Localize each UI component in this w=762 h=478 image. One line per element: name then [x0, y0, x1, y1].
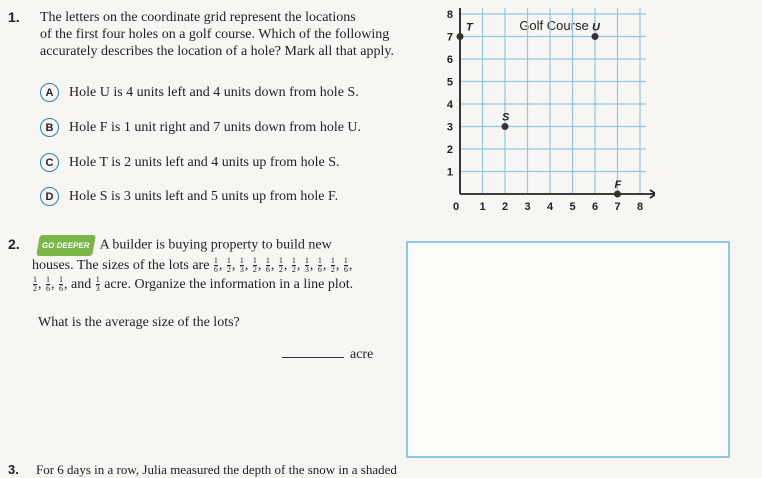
y-tick-label: 6 [446, 54, 453, 66]
line-plot-answer-box[interactable] [406, 241, 730, 458]
option-a-text: Hole U is 4 units left and 4 units down from hole S. [69, 84, 359, 100]
comma-separator: , [335, 258, 343, 273]
line2-fraction: $\frac{1}{3}$ [304, 256, 309, 275]
question-1-line-1: The letters on the coordinate grid represent the locations [40, 10, 356, 25]
y-tick-label: 8 [446, 9, 453, 21]
question-2-line-2-prefix: houses. The sizes of the lots are [32, 258, 210, 273]
comma-separator: , [231, 258, 239, 273]
y-tick-label: 1 [446, 166, 453, 179]
question-2-number: 2. [8, 236, 20, 252]
comma-separator: , [257, 258, 265, 273]
option-c-circle[interactable]: C [40, 153, 59, 172]
answer-unit: acre [350, 347, 374, 362]
line3-fraction: $\frac{1}{2}$ [33, 275, 37, 294]
option-c-text: Hole T is 2 units left and 4 units up from hole S. [69, 154, 340, 170]
line2-fraction: $\frac{1}{6}$ [265, 256, 270, 275]
x-axis [460, 190, 655, 198]
x-tick-label: 4 [546, 201, 554, 213]
question-3-number: 3. [8, 462, 19, 477]
line2-fraction: $\frac{1}{2}$ [278, 256, 283, 275]
comma-separator: , [218, 258, 226, 273]
question-2-text [32, 235, 408, 294]
question-1-line-2: of the first four holes on a golf course. Which of the following [40, 27, 390, 42]
y-tick-label: 2 [446, 144, 453, 156]
x-tick-label: 2 [501, 201, 509, 213]
question-2-and: and [71, 277, 92, 292]
point-label-t: T [466, 21, 473, 34]
x-tick-label: 5 [569, 201, 576, 213]
comma-separator: , [348, 258, 353, 273]
line2-fraction: $\frac{1}{2}$ [226, 256, 231, 275]
comma-separator: , [64, 277, 71, 292]
average-question: What is the average size of the lots? [38, 315, 240, 330]
comma-separator: , [51, 277, 58, 292]
comma-separator: , [283, 258, 291, 273]
y-tick-label: 7 [446, 31, 453, 44]
line2-fraction: $\frac{1}{3}$ [239, 256, 244, 275]
point-u [592, 33, 599, 40]
option-a-circle[interactable]: A [40, 83, 59, 102]
point-t [457, 33, 464, 40]
option-b-circle[interactable]: B [40, 118, 59, 137]
point-label-f: F [614, 179, 622, 191]
line2-fraction: $\frac{1}{2}$ [252, 256, 257, 275]
line2-fraction: $\frac{1}{6}$ [213, 256, 218, 275]
go-deeper-badge: GO DEEPER [36, 235, 95, 256]
question-2-line-1 [38, 235, 408, 256]
question-3-text: For 6 days in a row, Julia measured the depth of the snow in a shaded [36, 462, 397, 477]
option-b[interactable] [40, 118, 361, 137]
question-2-line-3 [32, 275, 408, 294]
option-a[interactable] [40, 83, 359, 102]
line2-fraction: $\frac{1}{6}$ [317, 256, 322, 275]
answer-blank[interactable] [282, 357, 344, 358]
x-tick-label: 7 [614, 201, 621, 213]
option-d[interactable] [40, 187, 338, 206]
answer-line [282, 346, 373, 363]
x-tick-label: 8 [636, 201, 644, 213]
comma-separator: , [38, 277, 45, 292]
comma-separator: , [296, 258, 304, 273]
fraction-last: $\frac{1}{3}$ [95, 275, 100, 294]
x-tick-label: 0 [452, 201, 460, 213]
point-label-u: U [592, 21, 600, 34]
point-label-s: S [502, 111, 510, 124]
line2-fraction: $\frac{1}{2}$ [330, 256, 335, 275]
question-1-number: 1. [8, 9, 20, 25]
question-2-line-1-text: A builder is buying property to build new [99, 237, 332, 253]
y-tick-label: 4 [446, 99, 453, 111]
option-d-circle[interactable]: D [40, 187, 59, 206]
x-tick-label: 1 [479, 201, 486, 213]
comma-separator: , [270, 258, 278, 273]
x-tick-label: 6 [591, 201, 599, 213]
question-2-line-3-suffix: acre. Organize the information in a line plot. [104, 277, 354, 292]
chart-title: Golf Course [519, 18, 589, 33]
golf-course-graph [440, 8, 655, 223]
comma-separator: , [309, 258, 317, 273]
question-2-line-2 [32, 256, 408, 275]
question-1-line-3: accurately describes the location of a hole? Mark all that apply. [40, 44, 394, 59]
line3-fraction: $\frac{1}{6}$ [46, 275, 50, 294]
comma-separator: , [322, 258, 330, 273]
option-c[interactable] [40, 153, 340, 172]
question-1-text [40, 9, 394, 60]
line3-fraction: $\frac{1}{6}$ [59, 275, 63, 294]
x-tick-label: 3 [524, 201, 531, 213]
line2-fraction: $\frac{1}{2}$ [291, 256, 296, 275]
option-d-text: Hole S is 3 units left and 5 units up from hole F. [69, 188, 339, 204]
point-f [614, 191, 621, 198]
point-s [502, 123, 509, 130]
y-tick-label: 3 [446, 121, 453, 134]
y-tick-label: 5 [446, 76, 453, 89]
line2-fraction: $\frac{1}{6}$ [343, 256, 348, 275]
option-b-text: Hole F is 1 unit right and 7 units down from hole U. [69, 119, 362, 135]
comma-separator: , [244, 258, 252, 273]
